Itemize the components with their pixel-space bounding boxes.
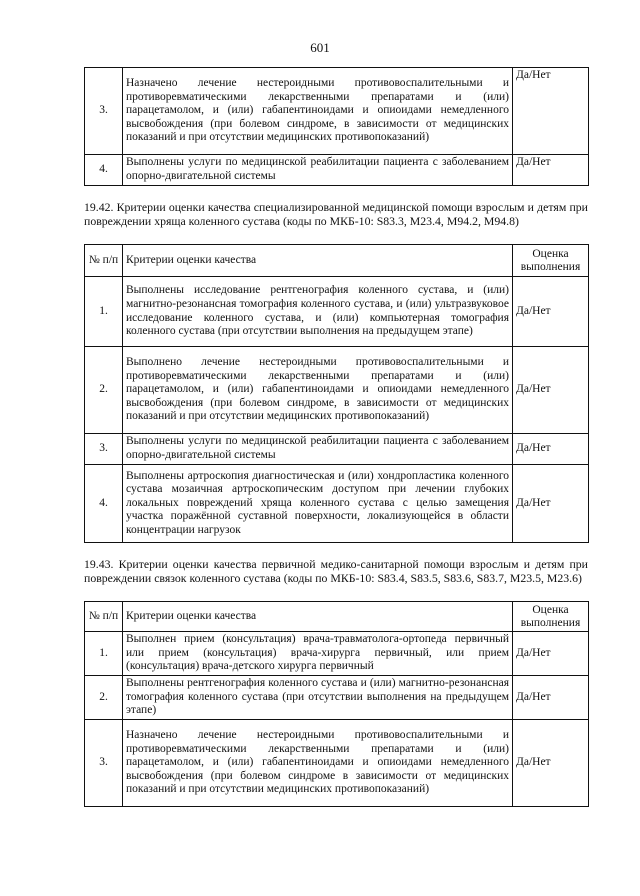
page-number: 601 — [310, 40, 330, 55]
criterion-text: Выполнены исследование рентгенография коленного сустава, и (или) магнитно-резонансная томография коленного сустава, и (или) ультразвуковое исследование коленного сустава, и (или) компьютерная томография коленного сустава (при отсутствии выполнения на предыдущем этапе) — [123, 277, 513, 347]
row-number: 4. — [85, 465, 123, 543]
table-row — [85, 68, 589, 155]
table-row — [85, 720, 589, 807]
column-header-criteria: Критерии оценки качества — [123, 245, 513, 277]
score-value: Да/Нет — [513, 155, 589, 186]
row-number: 2. — [85, 347, 123, 434]
table-header-row — [85, 602, 589, 632]
table-row — [85, 465, 589, 543]
criterion-text: Выполнен прием (консультация) врача-травматолога-ортопеда первичный или прием (консультация) врача-хирурга первичный, или прием (консультация) врача-детского хирурга первичный — [123, 632, 513, 676]
score-value: Да/Нет — [513, 720, 589, 807]
table-header-row — [85, 245, 589, 277]
column-header-criteria: Критерии оценки качества — [123, 602, 513, 632]
table-row — [85, 434, 589, 465]
score-value: Да/Нет — [513, 434, 589, 465]
row-number: 1. — [85, 632, 123, 676]
criterion-text: Выполнены рентгенография коленного сустава и (или) магнитно-резонансная томография коленного сустава (при отсутствии выполнения на предыдущем этапе) — [123, 676, 513, 720]
row-number: 3. — [85, 68, 123, 155]
column-header-number: № п/п — [85, 245, 123, 277]
score-value: Да/Нет — [513, 676, 589, 720]
criterion-text: Назначено лечение нестероидными противовоспалительными и противоревматическими лекарственными препаратами и (или) парацетамолом, и (или) габапентиноидами и опиоидами немедленного высвобождения (при болевом синдроме, в зависимости от медицинских показаний и при отсутствии медицинских противопоказаний) — [123, 68, 513, 155]
score-value: Да/Нет — [513, 632, 589, 676]
row-number: 3. — [85, 434, 123, 465]
row-number: 4. — [85, 155, 123, 186]
criterion-text: Выполнены артроскопия диагностическая и (или) хондропластика коленного сустава мозаичная артроскопическим доступом при лечении глубоких локальных повреждений хряща коленного сустава с целью замещения участка поражённой суставной поверхности, локализующейся в области концентрации нагрузок — [123, 465, 513, 543]
criteria-table-continued — [84, 67, 589, 186]
criterion-text: Выполнены услуги по медицинской реабилитации пациента с заболеванием опорно-двигательной системы — [123, 155, 513, 186]
section-title-19-43: 19.43. Критерии оценки качества первичной медико-санитарной помощи взрослым и детям при повреждении связок коленного сустава (коды по МКБ-10: S83.4, S83.5, S83.6, S83.7, M23.5, M23.6) — [84, 557, 588, 586]
column-header-number: № п/п — [85, 602, 123, 632]
score-value: Да/Нет — [513, 277, 589, 347]
table-row — [85, 632, 589, 676]
criterion-text: Выполнены услуги по медицинской реабилитации пациента с заболеванием опорно-двигательной системы — [123, 434, 513, 465]
row-number: 2. — [85, 676, 123, 720]
table-row — [85, 277, 589, 347]
column-header-score: Оценка выполнения — [513, 245, 589, 277]
criterion-text: Назначено лечение нестероидными противовоспалительными и противоревматическими лекарственными препаратами и (или) парацетамолом, и (или) габапентиноидами и опиоидами немедленного высвобождения (при болевом синдроме в зависимости от медицинских показаний и при отсутствии медицинских противопоказаний) — [123, 720, 513, 807]
column-header-score: Оценка выполнения — [513, 602, 589, 632]
criterion-text: Выполнено лечение нестероидными противовоспалительными и противоревматическими лекарственными препаратами и (или) парацетамолом, и (или) габапентиноидами и опиоидами немедленного высвобождения (при болевом синдроме, в зависимости от медицинских показаний и при отсутствии медицинских противопоказаний) — [123, 347, 513, 434]
criteria-table-19-43 — [84, 601, 589, 807]
score-value: Да/Нет — [513, 68, 589, 155]
row-number: 3. — [85, 720, 123, 807]
section-title-19-42: 19.42. Критерии оценки качества специализированной медицинской помощи взрослым и детям при повреждении хряща коленного сустава (коды по МКБ-10: S83.3, M23.4, M94.2, M94.8) — [84, 200, 588, 229]
score-value: Да/Нет — [513, 465, 589, 543]
table-row — [85, 347, 589, 434]
criteria-table-19-42 — [84, 244, 589, 543]
score-value: Да/Нет — [513, 347, 589, 434]
table-row — [85, 676, 589, 720]
row-number: 1. — [85, 277, 123, 347]
table-row — [85, 155, 589, 186]
